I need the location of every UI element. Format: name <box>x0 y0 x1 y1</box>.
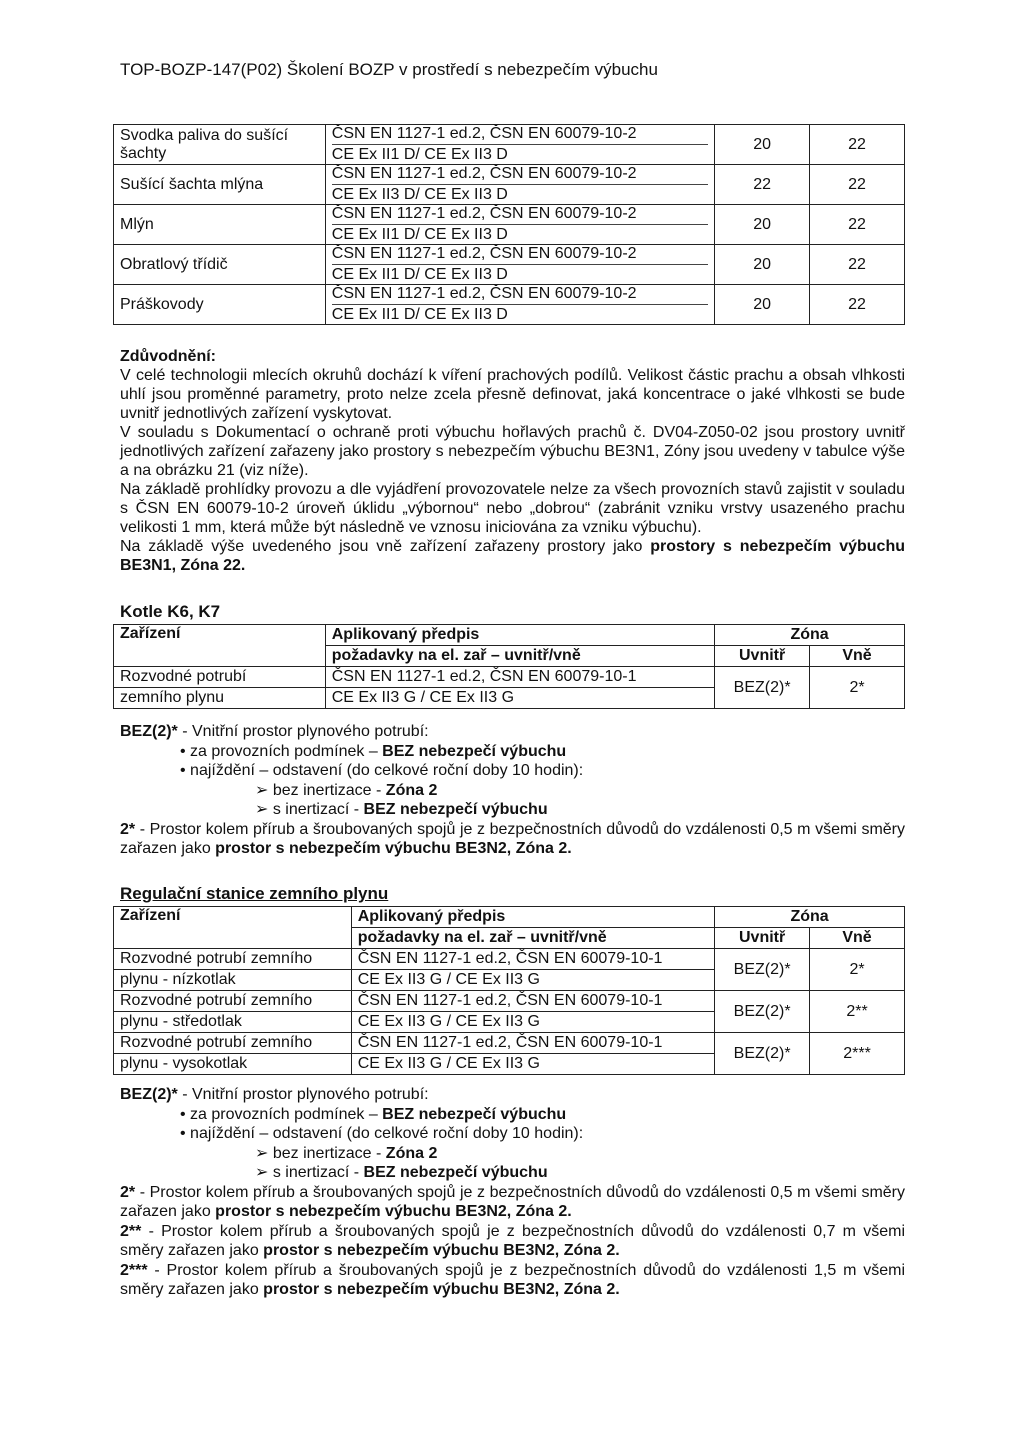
equipment-name: Rozvodné potrubí zemního <box>114 949 352 970</box>
equipment-name-cont: zemního plynu <box>114 688 326 709</box>
sub-bullet-text: ➢ s inertizací - <box>255 801 364 818</box>
standard-line: ČSN EN 1127-1 ed.2, ČSN EN 60079-10-1 <box>351 949 714 970</box>
sub-bullet-bold: Zóna 2 <box>385 781 438 799</box>
equipment-name: Rozvodné potrubí <box>114 667 326 688</box>
standard-line: ČSN EN 1127-1 ed.2, ČSN EN 60079-10-2 <box>332 125 708 145</box>
col-zone-header: Zóna <box>715 625 905 646</box>
standard-cell <box>325 285 714 325</box>
zone-inside: BEZ(2)* <box>715 949 810 991</box>
zone-outside: 22 <box>810 125 905 165</box>
standard-cell <box>325 205 714 245</box>
equipment-name-cont: plynu - středotlak <box>114 1012 352 1033</box>
marking-line: CE Ex II3 G / CE Ex II3 G <box>351 970 714 991</box>
zone-outside: 2* <box>810 667 905 709</box>
table-row <box>114 165 905 205</box>
sub-bullet-text: ➢ bez inertizace - <box>255 1144 386 1162</box>
justification <box>120 347 905 575</box>
note-bold: prostor s nebezpečím výbuchu BE3N2, Zóna 2. <box>263 1281 620 1298</box>
note-2star <box>120 1183 905 1222</box>
col-device-header: Zařízení <box>114 625 326 667</box>
equipment-name: Svodka paliva do sušící šachty <box>114 125 326 165</box>
col-req-header: požadavky na el. zař – uvnitř/vně <box>351 928 714 949</box>
col-in-header: Uvnitř <box>715 928 810 949</box>
note-bold: prostor s nebezpečím výbuchu BE3N2, Zóna 2. <box>215 1203 572 1220</box>
sub-bullet-inert <box>120 1163 905 1183</box>
note-2doublestar <box>120 1222 905 1261</box>
standard-line: ČSN EN 1127-1 ed.2, ČSN EN 60079-10-2 <box>332 165 708 185</box>
table-row <box>114 667 905 688</box>
legend-bez: BEZ(2)* <box>120 1086 178 1103</box>
zone-outside: 22 <box>810 205 905 245</box>
note-mark: 2* <box>120 1183 136 1201</box>
zone-table-mill <box>113 124 905 325</box>
marking-line: CE Ex II3 D/ CE Ex II3 D <box>331 186 508 203</box>
sub-bullet-bold: BEZ nebezpečí výbuchu <box>363 801 548 818</box>
table-row <box>114 285 905 325</box>
bullet-bold: BEZ nebezpečí výbuchu <box>382 742 567 760</box>
col-device-header: Zařízení <box>114 907 352 949</box>
legend-bez-text: - Vnitřní prostor plynového potrubí: <box>177 723 429 740</box>
zone-inside: 22 <box>715 165 810 205</box>
justification-title: Zdůvodnění: <box>120 348 216 365</box>
section-title-gas-station: Regulační stanice zemního plynu <box>120 884 389 903</box>
equipment-name: Rozvodné potrubí zemního <box>114 1033 352 1054</box>
zone-outside: 2*** <box>810 1033 905 1075</box>
bullet-startup: • najíždění – odstavení (do celkové roční doby 10 hodin): <box>180 1125 584 1142</box>
zone-inside: 20 <box>715 245 810 285</box>
bullet-operation <box>120 742 905 762</box>
col-in-header: Uvnitř <box>715 646 810 667</box>
equipment-name-cont: plynu - nízkotlak <box>114 970 352 991</box>
justification-p2: V souladu s Dokumentací o ochraně proti výbuchu hořlavých prachů č. DV04-Z050-02 jsou prostory uvnitř jednotlivých zařízení zařazeny jako prostory s nebezpečím výbuchu BE3N1, Zóny jsou uvedeny v tabulce výše a na obrázku 21 (viz níže). <box>120 424 905 479</box>
zone-table-gas-station <box>113 906 905 1075</box>
zone-outside: 22 <box>810 285 905 325</box>
col-req-header: požadavky na el. zař – uvnitř/vně <box>325 646 714 667</box>
col-out-header: Vně <box>810 928 905 949</box>
standard-cell <box>325 165 714 205</box>
page-header: TOP-BOZP-147(P02) Školení BOZP v prostředí s nebezpečím výbuchu <box>120 60 658 79</box>
standard-line: ČSN EN 1127-1 ed.2, ČSN EN 60079-10-1 <box>325 667 714 688</box>
note-text: - Prostor kolem přírub a šroubovaných spojů je z bezpečnostních důvodů do vzdálenosti 0,5 m všemi směry zařazen jako <box>120 1183 905 1220</box>
note-text: - Prostor kolem přírub a šroubovaných spojů je z bezpečnostních důvodů do vzdálenosti 0,5 m všemi směry zařazen jako <box>120 820 905 857</box>
sub-bullet-bold: Zóna 2 <box>385 1144 438 1162</box>
zone-outside: 2* <box>810 949 905 991</box>
justification-p1: V celé technologii mlecích okruhů dochází k víření prachových podílů. Velikost částic prachu a obsah vlhkosti uhlí jsou proměnné parametry, proto nelze zcela přesně definovat, jaká koncentrace o jaké vlhkosti se bude uvnitř jednotlivých zařízení vyskytovat. <box>120 367 905 422</box>
section-title-boilers: Kotle K6, K7 <box>120 602 221 621</box>
zone-inside: BEZ(2)* <box>715 667 810 709</box>
note-2triplestar <box>120 1261 905 1300</box>
legend-gas-station <box>120 1085 905 1300</box>
justification-p4-text: Na základě výše uvedeného jsou vně zařízení zařazeny prostory jako <box>120 538 651 555</box>
equipment-name: Práškovody <box>114 285 326 325</box>
col-reg-header: Aplikovaný předpis <box>351 907 714 928</box>
standard-cell <box>325 245 714 285</box>
marking-line: CE Ex II1 D/ CE Ex II3 D <box>331 266 508 283</box>
sub-bullet-text: ➢ s inertizací - <box>255 1164 364 1181</box>
standard-cell <box>325 125 714 165</box>
col-out-header: Vně <box>810 646 905 667</box>
standard-line: ČSN EN 1127-1 ed.2, ČSN EN 60079-10-1 <box>351 991 714 1012</box>
bullet-text: • za provozních podmínek – <box>180 742 383 760</box>
zone-inside: 20 <box>715 125 810 165</box>
legend-bez: BEZ(2)* <box>120 723 178 740</box>
equipment-name: Obratlový třídič <box>114 245 326 285</box>
note-mark: 2** <box>120 1222 142 1240</box>
sub-bullet-no-inert <box>120 1144 905 1164</box>
note-bold: prostor s nebezpečím výbuchu BE3N2, Zóna 2. <box>263 1242 620 1259</box>
marking-line: CE Ex II3 G / CE Ex II3 G <box>325 688 714 709</box>
sub-bullet-text: ➢ bez inertizace - <box>255 781 386 799</box>
marking-line: CE Ex II1 D/ CE Ex II3 D <box>331 226 508 243</box>
bullet-operation <box>120 1105 905 1125</box>
justification-p4-bold: prostory s nebezpečím výbuchu BE3N1, Zóna 22. <box>120 538 905 574</box>
sub-bullet-inert <box>120 800 905 820</box>
zone-outside: 22 <box>810 245 905 285</box>
note-text: - Prostor kolem přírub a šroubovaných spojů je z bezpečnostních důvodů do vzdálenosti 0,7 m všemi směry zařazen jako <box>120 1222 905 1259</box>
note-2star <box>120 820 905 859</box>
marking-line: CE Ex II3 G / CE Ex II3 G <box>351 1054 714 1075</box>
note-bold: prostor s nebezpečím výbuchu BE3N2, Zóna 2. <box>215 840 572 857</box>
equipment-name: Sušící šachta mlýna <box>114 165 326 205</box>
marking-line: CE Ex II1 D/ CE Ex II3 D <box>331 146 508 163</box>
sub-bullet-bold: BEZ nebezpečí výbuchu <box>363 1164 548 1181</box>
note-mark: 2*** <box>120 1261 148 1279</box>
note-mark: 2* <box>120 820 136 838</box>
zone-table-boilers <box>113 624 905 709</box>
note-text: - Prostor kolem přírub a šroubovaných spojů je z bezpečnostních důvodů do vzdálenosti 1,5 m všemi směry zařazen jako <box>120 1261 905 1298</box>
zone-outside: 2** <box>810 991 905 1033</box>
marking-line: CE Ex II1 D/ CE Ex II3 D <box>331 306 508 323</box>
marking-line: CE Ex II3 G / CE Ex II3 G <box>351 1012 714 1033</box>
col-reg-header: Aplikovaný předpis <box>325 625 714 646</box>
table-row <box>114 125 905 165</box>
zone-outside: 22 <box>810 165 905 205</box>
legend-boilers <box>120 722 905 859</box>
equipment-name: Rozvodné potrubí zemního <box>114 991 352 1012</box>
standard-line: ČSN EN 1127-1 ed.2, ČSN EN 60079-10-2 <box>332 245 708 265</box>
bullet-bold: BEZ nebezpečí výbuchu <box>382 1105 567 1123</box>
table-row <box>114 1033 905 1054</box>
table-row <box>114 949 905 970</box>
zone-inside: BEZ(2)* <box>715 991 810 1033</box>
standard-line: ČSN EN 1127-1 ed.2, ČSN EN 60079-10-2 <box>332 285 708 305</box>
sub-bullet-no-inert <box>120 781 905 801</box>
standard-line: ČSN EN 1127-1 ed.2, ČSN EN 60079-10-1 <box>351 1033 714 1054</box>
equipment-name-cont: plynu - vysokotlak <box>114 1054 352 1075</box>
zone-inside: BEZ(2)* <box>715 1033 810 1075</box>
bullet-startup: • najíždění – odstavení (do celkové roční doby 10 hodin): <box>180 762 584 779</box>
table-row <box>114 991 905 1012</box>
zone-inside: 20 <box>715 205 810 245</box>
standard-line: ČSN EN 1127-1 ed.2, ČSN EN 60079-10-2 <box>332 205 708 225</box>
bullet-text: • za provozních podmínek – <box>180 1105 383 1123</box>
table-row <box>114 205 905 245</box>
justification-p3: Na základě prohlídky provozu a dle vyjádření provozovatele nelze za všech provozních stavů zajistit v souladu s ČSN EN 60079-10-2 úroveň úklidu „výbornou“ nebo „dobrou“ (zabránit vzniku vrstvy usazeného prachu velikosti 1 mm, která může být následně ve vznosu iniciována za vzniku výbuchu). <box>120 481 905 536</box>
table-row <box>114 245 905 285</box>
zone-inside: 20 <box>715 285 810 325</box>
equipment-name: Mlýn <box>114 205 326 245</box>
legend-bez-text: - Vnitřní prostor plynového potrubí: <box>177 1086 429 1103</box>
justification-p4 <box>120 537 905 575</box>
col-zone-header: Zóna <box>715 907 905 928</box>
